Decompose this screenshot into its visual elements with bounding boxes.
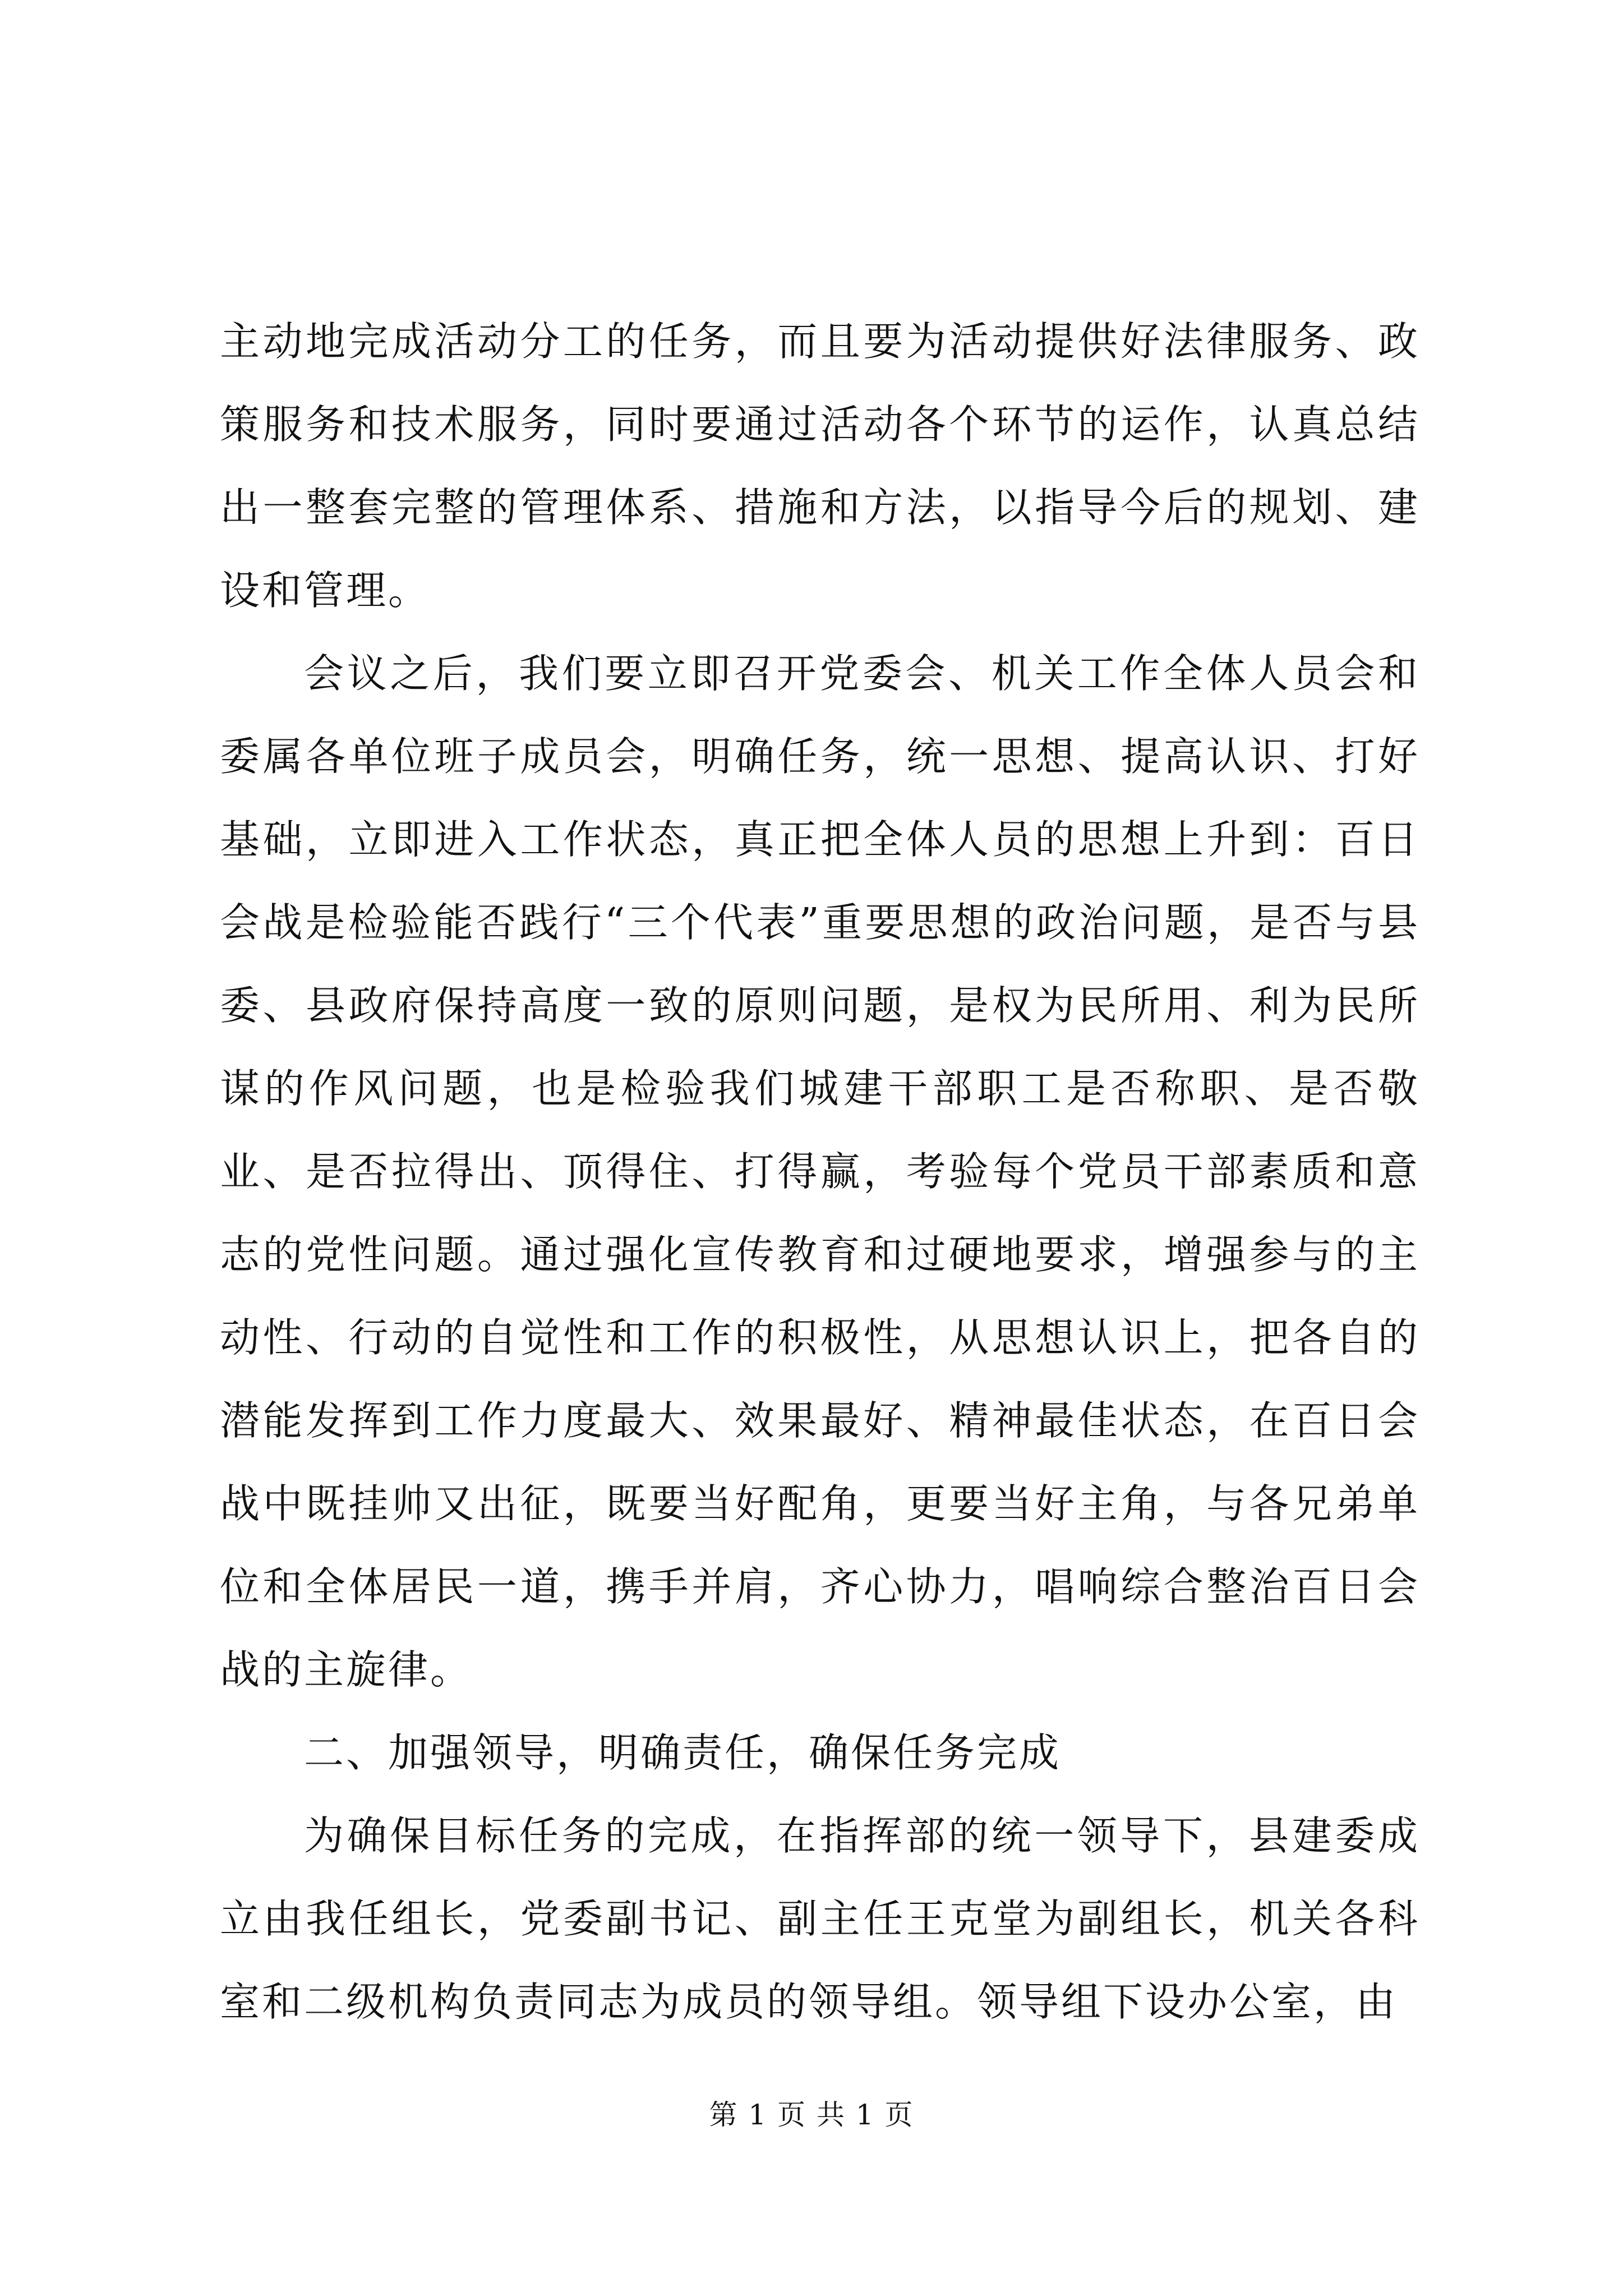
paragraph-2: 会议之后，我们要立即召开党委会、机关工作全体人员会和委属各单位班子成员会，明确任务，统一思想、提高认识、打好基础，立即进入工作状态，真正把全体人员的思想上升到：百日会战是检验能否践行“三个代表”重要思想的政治问题，是否与县委、县政府保持高度一致的原则问题，是权为民所用、利为民所谋的作风问题，也是检验我们城建干部职工是否称职、是否敬业、是否拉得出、顶得住、打得赢，考验每个党员干部素质和意志的党性问题。通过强化宣传教育和过硬地要求，增强参与的主动性、行动的自觉性和工作的积极性，从思想认识上，把各自的潜能发挥到工作力度最大、效果最好、精神最佳状态，在百日会战中既挂帅又出征，既要当好配角，更要当好主角，与各兄弟单位和全体居民一道，携手并肩，齐心协力，唱响综合整治百日会战的主旋律。 — [220, 650, 1420, 1693]
paragraph-1: 主动地完成活动分工的任务，而且要为活动提供好法律服务、政策服务和技术服务，同时要通过活动各个环节的运作，认真总结出一整套完整的管理体系、措施和方法，以指导今后的规划、建设和管理。 — [220, 318, 1420, 614]
document-body — [220, 300, 1420, 2044]
section-heading: 二、加强领导，明确责任，确保任务完成 — [304, 1729, 1062, 1776]
page-number-footer: 第 1 页 共 1 页 — [709, 2099, 914, 2131]
paragraph-3: 为确保目标任务的完成，在指挥部的统一领导下，县建委成立由我任组长，党委副书记、副主任王克堂为副组长，机关各科室和二级机构负责同志为成员的领导组。领导组下设办公室，由 — [220, 1812, 1420, 2025]
